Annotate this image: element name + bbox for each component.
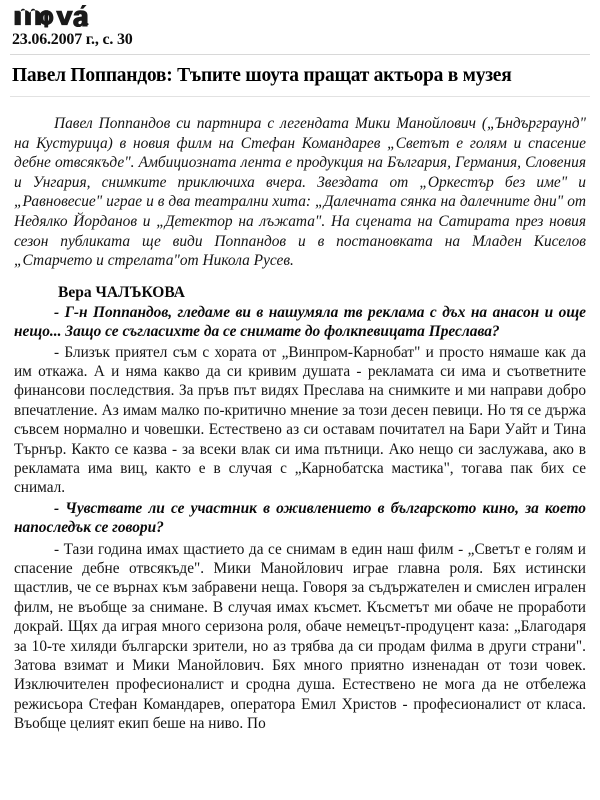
interview-question: - Чувствате ли се участник в оживлението в българското кино, за което напоследък се говори? — [14, 499, 586, 537]
byline: Вера ЧАЛЪКОВА — [58, 283, 185, 301]
nova-logo-icon — [12, 4, 92, 28]
interview-answer: - Тази година имах щастието да се снимам в един наш филм - „Светът е голям и спасение дебне отвсякъде". Мики Манойлович играе главна роля. Бях истински щастлив, че се върнах към забравени неща. Говоря за съдържателен и смислен игрален филм, не въобще за снимане. В случая имах късмет. Късметът ми обаче не проработи докрай. Щях да играя много серизона роля, обаче немецът-продуцент каза: „Благодаря за 10-те хиляди български зрители, но аз трябва да си продам филма в други страни". Затова взимат и Мики Манойлович. Бях много приятно изненадан от този човек. Изключителен професионалист и сродна душа. Естествено не мога да не отбележа режисьора Стефан Командарев, оператора Емил Христов - професионалист от класа. Въобще целият екип беше на ниво. По — [14, 540, 586, 733]
dateline: 23.06.2007 г., с. 30 — [12, 31, 133, 48]
article-intro: Павел Поппандов си партнира с легендата Мики Манойлович („Ъндърграунд" на Кустурица) в новия филм на Стефан Командарев „Светът е голям и спасение дебне отвсякъде". Амбициозната лента е продукция на България, Германия, Словения и Унгария, снимките приключиха вчера. Звездата от „Оркестър без име" и „Равновесие" играе и в два театрални хита: „Далечната сянка на далечните дни" от Недялко Йорданов и „Детектор на лъжата". На сцената на Сатирата през новия сезон публиката ще види Поппандов и в постановката на Младен Киселов „Старчето и стрелата"от Никола Русев. — [14, 115, 586, 270]
headline-divider — [10, 96, 590, 97]
header-divider — [10, 54, 590, 55]
article-body — [14, 114, 586, 734]
masthead — [8, 4, 592, 30]
interview-question: - Г-н Поппандов, гледаме ви в нашумяла тв реклама с дъх на анасон и още нещо... Защо се съгласихте да се снимате до фолкпевицата Преслава? — [14, 303, 586, 341]
page-title: Павел Поппандов: Тъпите шоута пращат актьора в музея — [12, 65, 512, 86]
interview-answer: - Близък приятел съм с хората от „Винпром-Карнобат" и просто нямаше как да им откажа. А и няма какво да си кривим душата - рекламата си има и съответните финансови последствия. За пръв път видях Преслава на снимките и ми направи добро впечатление. Аз имам малко по-критично мнение за този десен певици. Но тя се държа съвсем нормално и човешки. Естествено аз си оставам почитател на Бари Уайт и Тина Търнър. Както се казва - за всеки влак си има пътници. Ако нещо си заслужава, ако в рекламата има виц, както е в случая с „Карнобатска мастика", тогава пак бих се снимал. — [14, 343, 586, 497]
